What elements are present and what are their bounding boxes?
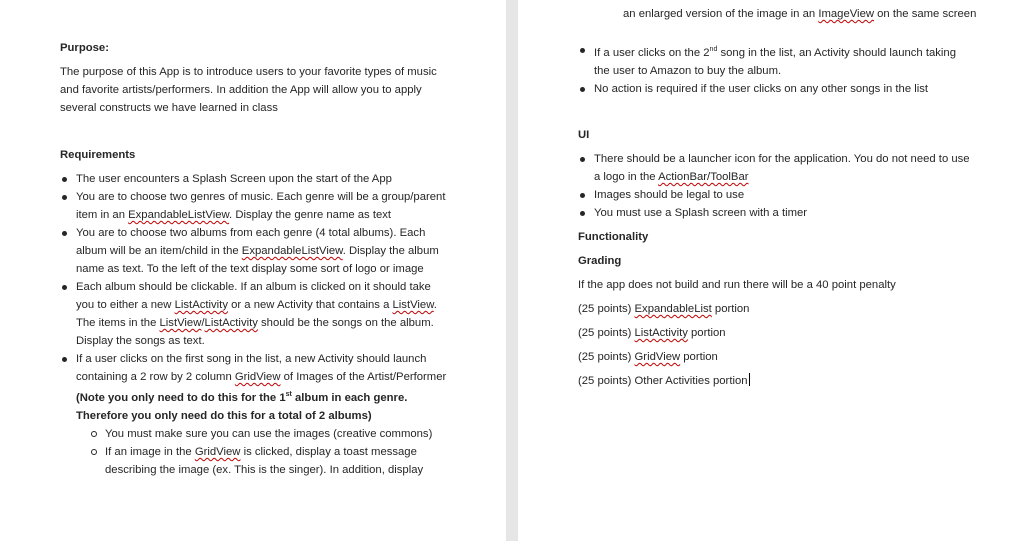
- spelling-flag: ListActivity: [634, 327, 688, 339]
- penalty-text: If the app does not build and run there will be a 40 point penalty: [578, 279, 896, 291]
- spelling-flag: ListView: [392, 299, 434, 311]
- sub-item: If an image in the GridView is clicked, display a toast message describing the image (ex. This is the singer). In addition, display: [76, 443, 448, 479]
- requirements-list: [60, 170, 448, 479]
- song-actions-list: [578, 41, 970, 98]
- functionality-heading: Functionality: [578, 231, 649, 243]
- grading-heading: Grading: [578, 255, 622, 267]
- grading-line: (25 points) ListActivity portion: [578, 327, 726, 339]
- list-item: If a user clicks on the 2nd song in the list, an Activity should launch taking the user to Amazon to buy the album.: [578, 41, 970, 80]
- grading-line: (25 points) GridView portion: [578, 351, 718, 363]
- list-item: Images should be legal to use: [578, 186, 973, 204]
- spelling-flag: ActionBar/ToolBar: [658, 171, 749, 183]
- list-item: You must use a Splash screen with a timer: [578, 204, 973, 222]
- requirement-text: The user encounters a Splash Screen upon the start of the App: [76, 173, 392, 185]
- ui-list: [578, 150, 973, 222]
- spelling-flag: ListActivity: [174, 299, 228, 311]
- requirement-item: You are to choose two genres of music. Each genre will be a group/parent item in an ExpandableListView. Display the genre name as text: [60, 188, 448, 224]
- spelling-flag: GridView: [194, 445, 241, 458]
- spelling-flag: GridView: [634, 351, 681, 363]
- sub-item: You must make sure you can use the images (creative commons): [76, 425, 448, 443]
- purpose-heading: Purpose:: [60, 42, 109, 54]
- spelling-flag: ExpandableListView: [241, 245, 343, 257]
- continued-text: an enlarged version of the image in an ImageView on the same screen: [623, 8, 977, 20]
- spelling-flag: ExpandableListView: [128, 209, 230, 221]
- spelling-flag: ListActivity: [204, 317, 258, 329]
- list-item: No action is required if the user clicks on any other songs in the list: [578, 80, 970, 98]
- grading-line: (25 points) ExpandableList portion: [578, 303, 750, 315]
- grading-line[interactable]: (25 points) Other Activities portion: [578, 375, 748, 387]
- document-page-right: [518, 0, 1024, 541]
- ui-heading: UI: [578, 129, 590, 141]
- requirement-item: Each album should be clickable. If an album is clicked on it should take you to either a new ListActivity or a new Activity that contains a ListView. The items in the ListView/ListActivity should be the songs on the album. Display the songs as text.: [60, 278, 448, 350]
- requirement-item: You are to choose two albums from each genre (4 total albums). Each album will be an item/child in the ExpandableListView. Display the album name as text. To the left of the text display some sort of logo or image: [60, 224, 448, 278]
- spelling-flag: ListView: [159, 317, 202, 329]
- document-page-left: [0, 0, 506, 541]
- spelling-flag: GridView: [234, 371, 281, 383]
- purpose-paragraph: The purpose of this App is to introduce users to your favorite types of music and favorite artists/performers. In addition the App will allow you to apply several constructs we have learned in class: [60, 66, 437, 114]
- sub-list: [76, 425, 448, 479]
- spelling-flag: ImageView: [818, 8, 875, 20]
- bold-note: (Note you only need to do this for the 1st album in each genre. Therefore you only need do this for a total of 2 albums): [76, 391, 408, 422]
- requirement-item: If a user clicks on the first song in the list, a new Activity should launch containing a 2 row by 2 column GridView of Images of the Artist/Performer (Note you only need to do this for the 1st album in each genre. Therefore you only need do this for a total of 2 albums) You must make sure you can use the images (creative commons) If an image in the GridView is clicked, display a toast message describing the image (ex. This is the singer). In addition, display: [60, 350, 448, 479]
- requirements-heading: Requirements: [60, 149, 136, 161]
- spelling-flag: ExpandableList: [634, 303, 712, 315]
- list-item: There should be a launcher icon for the application. You do not need to use a logo in the ActionBar/ToolBar: [578, 150, 973, 186]
- requirement-item: [60, 170, 448, 188]
- text-cursor: [749, 373, 750, 386]
